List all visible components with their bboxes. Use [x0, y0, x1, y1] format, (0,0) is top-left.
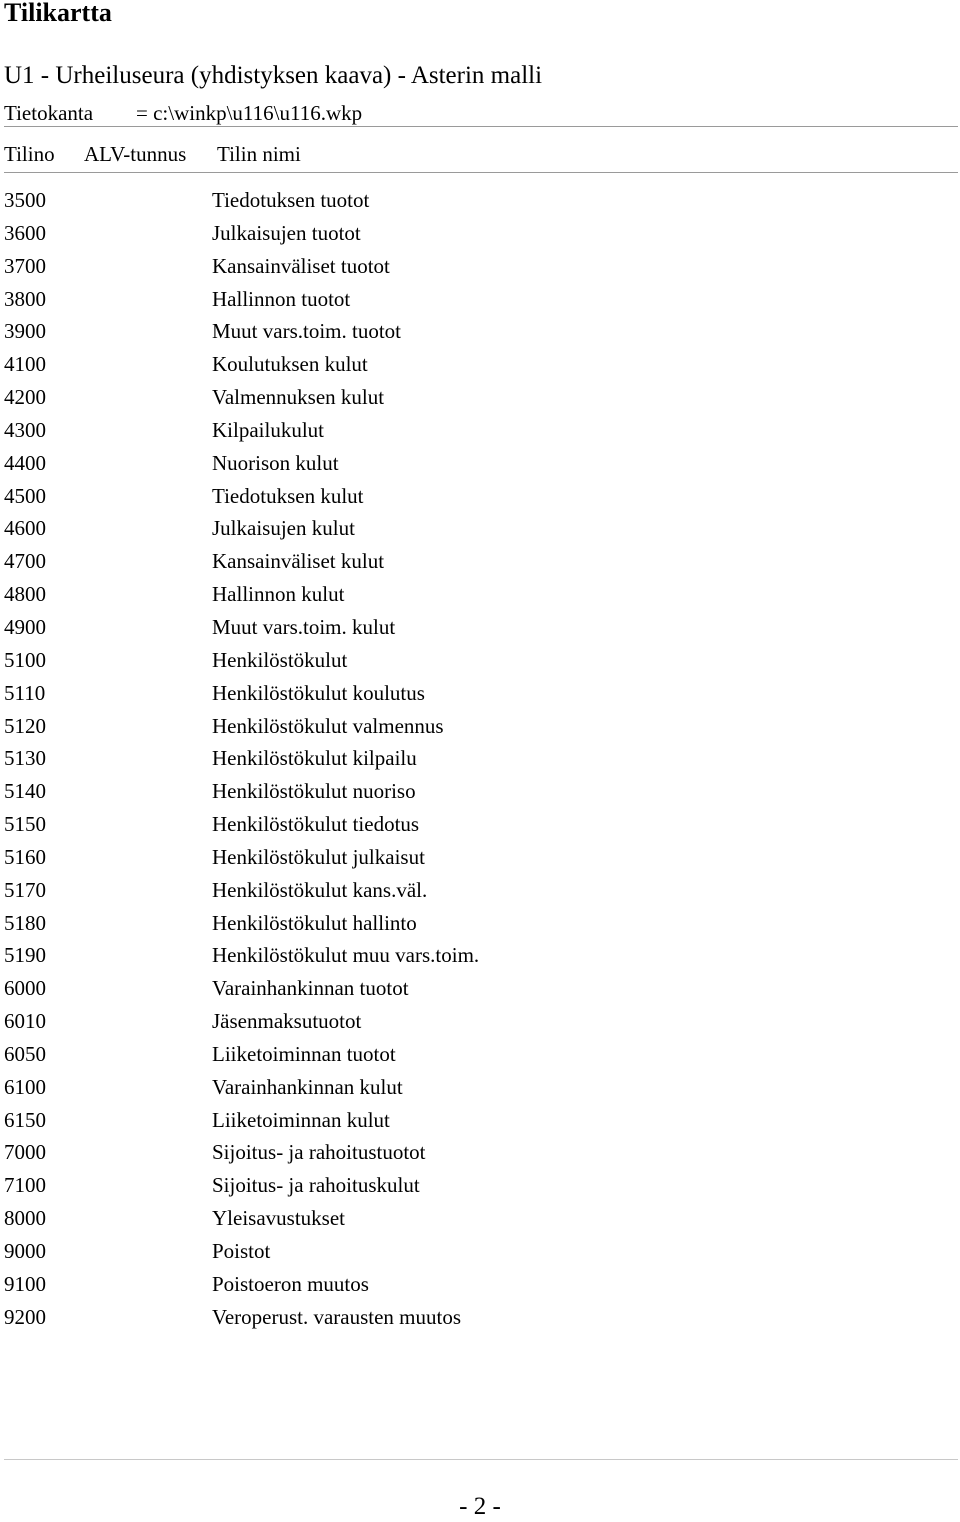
account-name: Nuorison kulut	[212, 450, 339, 475]
table-row	[4, 975, 954, 1008]
account-name: Kansainväliset kulut	[212, 549, 385, 574]
account-number: 5180	[4, 910, 46, 935]
table-row	[4, 581, 954, 614]
table-row	[4, 417, 954, 450]
account-number: 8000	[4, 1206, 46, 1231]
account-name: Hallinnon kulut	[212, 582, 345, 607]
account-name: Varainhankinnan tuotot	[212, 976, 409, 1001]
account-list	[4, 187, 954, 1337]
account-number: 6150	[4, 1107, 46, 1132]
header-account-no: Tilino	[4, 142, 55, 166]
account-number: 9200	[4, 1304, 46, 1329]
account-number: 5170	[4, 877, 46, 902]
table-row	[4, 647, 954, 680]
table-row	[4, 351, 954, 384]
header-divider-top	[4, 126, 958, 127]
account-number: 4800	[4, 582, 46, 607]
table-row	[4, 1172, 954, 1205]
account-name: Henkilöstökulut kans.väl.	[212, 877, 428, 902]
header-account-name: Tilin nimi	[217, 142, 301, 166]
account-number: 4200	[4, 385, 46, 410]
account-number: 3700	[4, 253, 46, 278]
account-number: 4100	[4, 352, 46, 377]
document-title: Tilikartta	[4, 0, 112, 27]
account-name: Henkilöstökulut tiedotus	[212, 812, 420, 837]
account-name: Julkaisujen tuotot	[212, 220, 361, 245]
footer-divider	[4, 1459, 958, 1460]
account-name: Veroperust. varausten muutos	[212, 1304, 462, 1329]
account-name: Henkilöstökulut julkaisut	[212, 844, 425, 869]
account-name: Valmennuksen kulut	[212, 385, 385, 410]
account-number: 5110	[4, 680, 46, 705]
table-row	[4, 877, 954, 910]
account-number: 3800	[4, 286, 46, 311]
table-row	[4, 680, 954, 713]
account-number: 4500	[4, 483, 46, 508]
table-row	[4, 318, 954, 351]
account-number: 5190	[4, 943, 46, 968]
account-name: Sijoitus- ja rahoitustuotot	[212, 1140, 426, 1165]
table-row	[4, 1074, 954, 1107]
account-name: Jäsenmaksutuotot	[212, 1009, 362, 1034]
account-name: Liiketoiminnan tuotot	[212, 1041, 396, 1066]
account-number: 4400	[4, 450, 46, 475]
account-name: Tiedotuksen tuotot	[212, 188, 370, 212]
account-number: 4300	[4, 417, 46, 442]
account-name: Yleisavustukset	[212, 1206, 345, 1231]
account-number: 4700	[4, 549, 46, 574]
account-name: Hallinnon tuotot	[212, 286, 351, 311]
account-number: 5120	[4, 713, 46, 738]
account-number: 6100	[4, 1074, 46, 1099]
database-path: = c:\winkp\u116\u116.wkp	[136, 101, 363, 125]
account-number: 5100	[4, 647, 46, 672]
account-name: Tiedotuksen kulut	[212, 483, 364, 508]
account-number: 9100	[4, 1271, 46, 1296]
table-row	[4, 910, 954, 943]
table-row	[4, 450, 954, 483]
account-number: 5140	[4, 779, 46, 804]
account-name: Henkilöstökulut hallinto	[212, 910, 417, 935]
account-number: 9000	[4, 1239, 46, 1263]
document-subtitle: U1 - Urheiluseura (yhdistyksen kaava) - Asterin malli	[4, 62, 543, 89]
account-name: Liiketoiminnan kulut	[212, 1107, 390, 1132]
account-number: 3600	[4, 220, 46, 245]
header-vat-code: ALV-tunnus	[84, 142, 187, 166]
table-row	[4, 1205, 954, 1238]
account-name: Kansainväliset tuotot	[212, 253, 390, 278]
table-row	[4, 548, 954, 581]
account-name: Koulutuksen kulut	[212, 352, 368, 377]
table-row	[4, 811, 954, 844]
table-row	[4, 1139, 954, 1172]
account-name: Poistoeron muutos	[212, 1271, 369, 1296]
table-row	[4, 844, 954, 877]
table-row	[4, 253, 954, 286]
account-number: 5150	[4, 812, 46, 837]
account-number: 3900	[4, 319, 46, 344]
table-row	[4, 384, 954, 417]
account-name: Varainhankinnan kulut	[212, 1074, 403, 1099]
table-row	[4, 614, 954, 647]
account-name: Henkilöstökulut kilpailu	[212, 746, 417, 771]
account-name: Muut vars.toim. kulut	[212, 614, 396, 639]
account-number: 5160	[4, 844, 46, 869]
table-row	[4, 713, 954, 746]
table-row	[4, 1008, 954, 1041]
table-row	[4, 515, 954, 548]
account-name: Kilpailukulut	[212, 417, 324, 442]
header-divider-bottom	[4, 172, 958, 173]
account-number: 4600	[4, 516, 46, 541]
table-row	[4, 1107, 954, 1140]
table-row	[4, 1271, 954, 1304]
page-number: - 2 -	[459, 1493, 501, 1520]
account-number: 7100	[4, 1173, 46, 1198]
account-name: Sijoitus- ja rahoituskulut	[212, 1173, 420, 1198]
account-name: Poistot	[212, 1239, 271, 1263]
account-name: Henkilöstökulut valmennus	[212, 713, 444, 738]
account-number: 7000	[4, 1140, 46, 1165]
database-label: Tietokanta	[4, 101, 94, 125]
account-number: 4900	[4, 614, 46, 639]
account-name: Henkilöstökulut muu vars.toim.	[212, 943, 480, 968]
account-number: 6010	[4, 1009, 46, 1034]
account-number: 6050	[4, 1041, 46, 1066]
table-row	[4, 483, 954, 516]
table-row	[4, 286, 954, 319]
account-number: 6000	[4, 976, 46, 1001]
table-row	[4, 745, 954, 778]
table-row	[4, 942, 954, 975]
account-name: Henkilöstökulut nuoriso	[212, 779, 416, 804]
account-name: Muut vars.toim. tuotot	[212, 319, 401, 344]
account-number: 3500	[4, 188, 46, 212]
table-row	[4, 187, 954, 220]
table-row	[4, 220, 954, 253]
table-row	[4, 1041, 954, 1074]
account-name: Julkaisujen kulut	[212, 516, 355, 541]
account-name: Henkilöstökulut koulutus	[212, 680, 425, 705]
account-number: 5130	[4, 746, 46, 771]
table-row	[4, 1304, 954, 1337]
table-row	[4, 1238, 954, 1271]
account-name: Henkilöstökulut	[212, 647, 348, 672]
table-row	[4, 778, 954, 811]
